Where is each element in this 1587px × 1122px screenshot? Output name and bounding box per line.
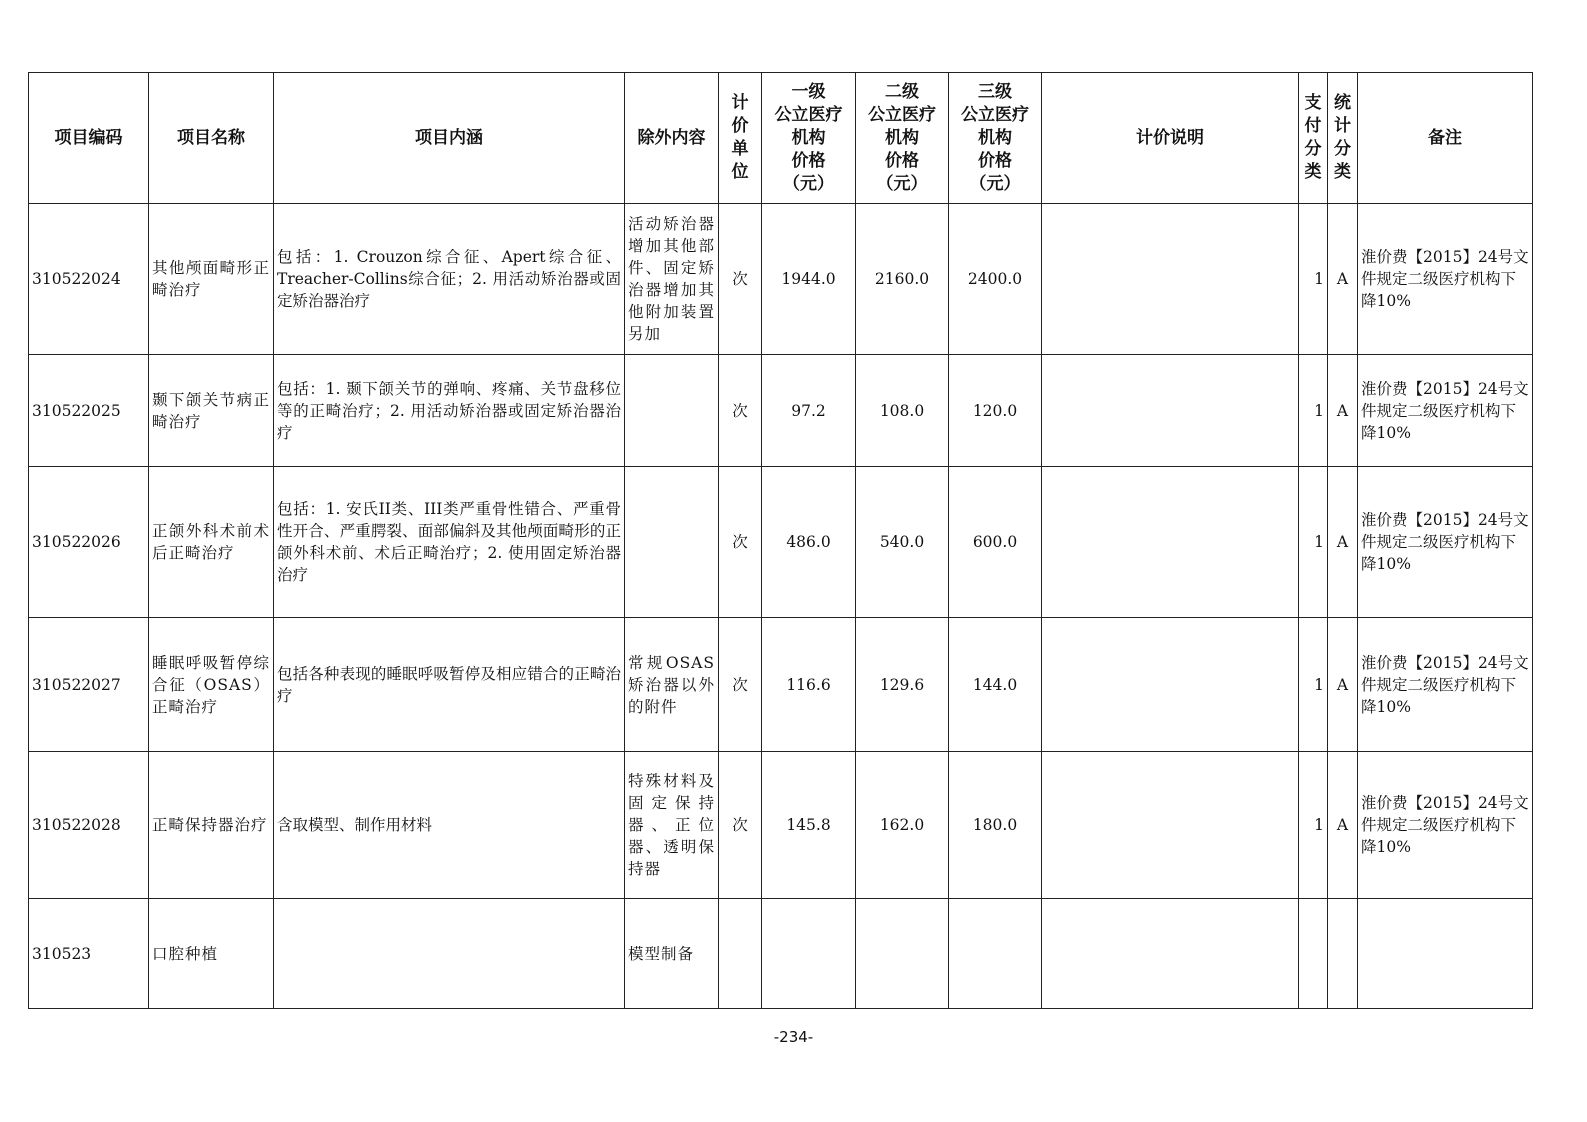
- cell-excluded: 特殊材料及固定保持器、正位器、透明保持器: [625, 752, 719, 899]
- cell-stat-category: A: [1328, 618, 1358, 752]
- cell-excluded: 模型制备: [625, 899, 719, 1009]
- cell-price-level3: 180.0: [949, 752, 1042, 899]
- cell-code: 310522027: [29, 618, 149, 752]
- cell-remarks: [1358, 899, 1533, 1009]
- cell-stat-category: A: [1328, 355, 1358, 467]
- cell-price-level3: [949, 899, 1042, 1009]
- table-row: [29, 899, 1533, 1009]
- cell-unit: 次: [719, 752, 762, 899]
- header-excluded: 除外内容: [625, 73, 719, 204]
- cell-pricing-note: [1042, 618, 1299, 752]
- header-price-level3: 三级 公立医疗 机构 价格 （元）: [949, 73, 1042, 204]
- cell-stat-category: A: [1328, 467, 1358, 618]
- cell-price-level2: 108.0: [856, 355, 949, 467]
- cell-price-level1: 145.8: [762, 752, 856, 899]
- cell-pay-category: 1: [1299, 355, 1328, 467]
- cell-price-level3: 144.0: [949, 618, 1042, 752]
- header-pay-category: 支 付 分 类: [1299, 73, 1328, 204]
- cell-price-level3: 2400.0: [949, 204, 1042, 355]
- cell-pricing-note: [1042, 355, 1299, 467]
- cell-code: 310522025: [29, 355, 149, 467]
- header-unit: 计 价 单 位: [719, 73, 762, 204]
- cell-content: 包括：1. 颞下颌关节的弹响、疼痛、关节盘移位等的正畸治疗；2. 用活动矫治器或固定矫治器治疗: [274, 355, 625, 467]
- cell-pricing-note: [1042, 899, 1299, 1009]
- cell-pay-category: [1299, 899, 1328, 1009]
- cell-price-level2: 2160.0: [856, 204, 949, 355]
- header-price-level2: 二级 公立医疗 机构 价格 （元）: [856, 73, 949, 204]
- cell-pricing-note: [1042, 204, 1299, 355]
- cell-content: 包括各种表现的睡眠呼吸暂停及相应错合的正畸治疗: [274, 618, 625, 752]
- cell-price-level1: 486.0: [762, 467, 856, 618]
- cell-code: 310522024: [29, 204, 149, 355]
- cell-stat-category: A: [1328, 204, 1358, 355]
- cell-excluded: 活动矫治器增加其他部件、固定矫治器增加其他附加装置另加: [625, 204, 719, 355]
- cell-remarks: 淮价费【2015】24号文件规定二级医疗机构下降10%: [1358, 355, 1533, 467]
- table-row: [29, 204, 1533, 355]
- cell-price-level2: 540.0: [856, 467, 949, 618]
- header-remarks: 备注: [1358, 73, 1533, 204]
- table-row: [29, 355, 1533, 467]
- cell-pricing-note: [1042, 467, 1299, 618]
- cell-content: 包括：1. Crouzon综合征、Apert综合征、Treacher-Collins综合征；2. 用活动矫治器或固定矫治器治疗: [274, 204, 625, 355]
- cell-content: 含取模型、制作用材料: [274, 752, 625, 899]
- cell-remarks: 淮价费【2015】24号文件规定二级医疗机构下降10%: [1358, 204, 1533, 355]
- header-stat-category: 统 计 分 类: [1328, 73, 1358, 204]
- cell-code: 310522026: [29, 467, 149, 618]
- cell-remarks: 淮价费【2015】24号文件规定二级医疗机构下降10%: [1358, 467, 1533, 618]
- cell-pricing-note: [1042, 752, 1299, 899]
- cell-price-level2: 162.0: [856, 752, 949, 899]
- table-row: [29, 752, 1533, 899]
- cell-name: 正颌外科术前术后正畸治疗: [149, 467, 274, 618]
- header-code: 项目编码: [29, 73, 149, 204]
- cell-price-level2: [856, 899, 949, 1009]
- header-content: 项目内涵: [274, 73, 625, 204]
- pricing-table: [28, 72, 1533, 1009]
- cell-pay-category: 1: [1299, 204, 1328, 355]
- cell-price-level3: 600.0: [949, 467, 1042, 618]
- cell-excluded: [625, 355, 719, 467]
- cell-price-level1: 97.2: [762, 355, 856, 467]
- cell-stat-category: [1328, 899, 1358, 1009]
- cell-unit: 次: [719, 467, 762, 618]
- cell-content: 包括：1. 安氏II类、III类严重骨性错合、严重骨性开合、严重腭裂、面部偏斜及其他颅面畸形的正颌外科术前、术后正畸治疗；2. 使用固定矫治器治疗: [274, 467, 625, 618]
- cell-code: 310523: [29, 899, 149, 1009]
- table-row: [29, 467, 1533, 618]
- cell-price-level1: [762, 899, 856, 1009]
- cell-name: 颞下颌关节病正畸治疗: [149, 355, 274, 467]
- header-pricing-note: 计价说明: [1042, 73, 1299, 204]
- cell-name: 口腔种植: [149, 899, 274, 1009]
- cell-content: [274, 899, 625, 1009]
- header-row: [29, 73, 1533, 204]
- cell-pay-category: 1: [1299, 467, 1328, 618]
- cell-excluded: [625, 467, 719, 618]
- header-price-level1: 一级 公立医疗 机构 价格 （元）: [762, 73, 856, 204]
- table-row: [29, 618, 1533, 752]
- cell-stat-category: A: [1328, 752, 1358, 899]
- cell-remarks: 淮价费【2015】24号文件规定二级医疗机构下降10%: [1358, 618, 1533, 752]
- cell-unit: 次: [719, 355, 762, 467]
- cell-unit: [719, 899, 762, 1009]
- cell-name: 睡眠呼吸暂停综合征（OSAS）正畸治疗: [149, 618, 274, 752]
- cell-code: 310522028: [29, 752, 149, 899]
- cell-price-level1: 116.6: [762, 618, 856, 752]
- cell-pay-category: 1: [1299, 618, 1328, 752]
- header-name: 项目名称: [149, 73, 274, 204]
- cell-price-level1: 1944.0: [762, 204, 856, 355]
- cell-pay-category: 1: [1299, 752, 1328, 899]
- page-number: -234-: [773, 1028, 814, 1046]
- cell-excluded: 常规OSAS矫治器以外的附件: [625, 618, 719, 752]
- cell-price-level3: 120.0: [949, 355, 1042, 467]
- cell-unit: 次: [719, 618, 762, 752]
- cell-unit: 次: [719, 204, 762, 355]
- cell-name: 其他颅面畸形正畸治疗: [149, 204, 274, 355]
- cell-remarks: 淮价费【2015】24号文件规定二级医疗机构下降10%: [1358, 752, 1533, 899]
- cell-price-level2: 129.6: [856, 618, 949, 752]
- cell-name: 正畸保持器治疗: [149, 752, 274, 899]
